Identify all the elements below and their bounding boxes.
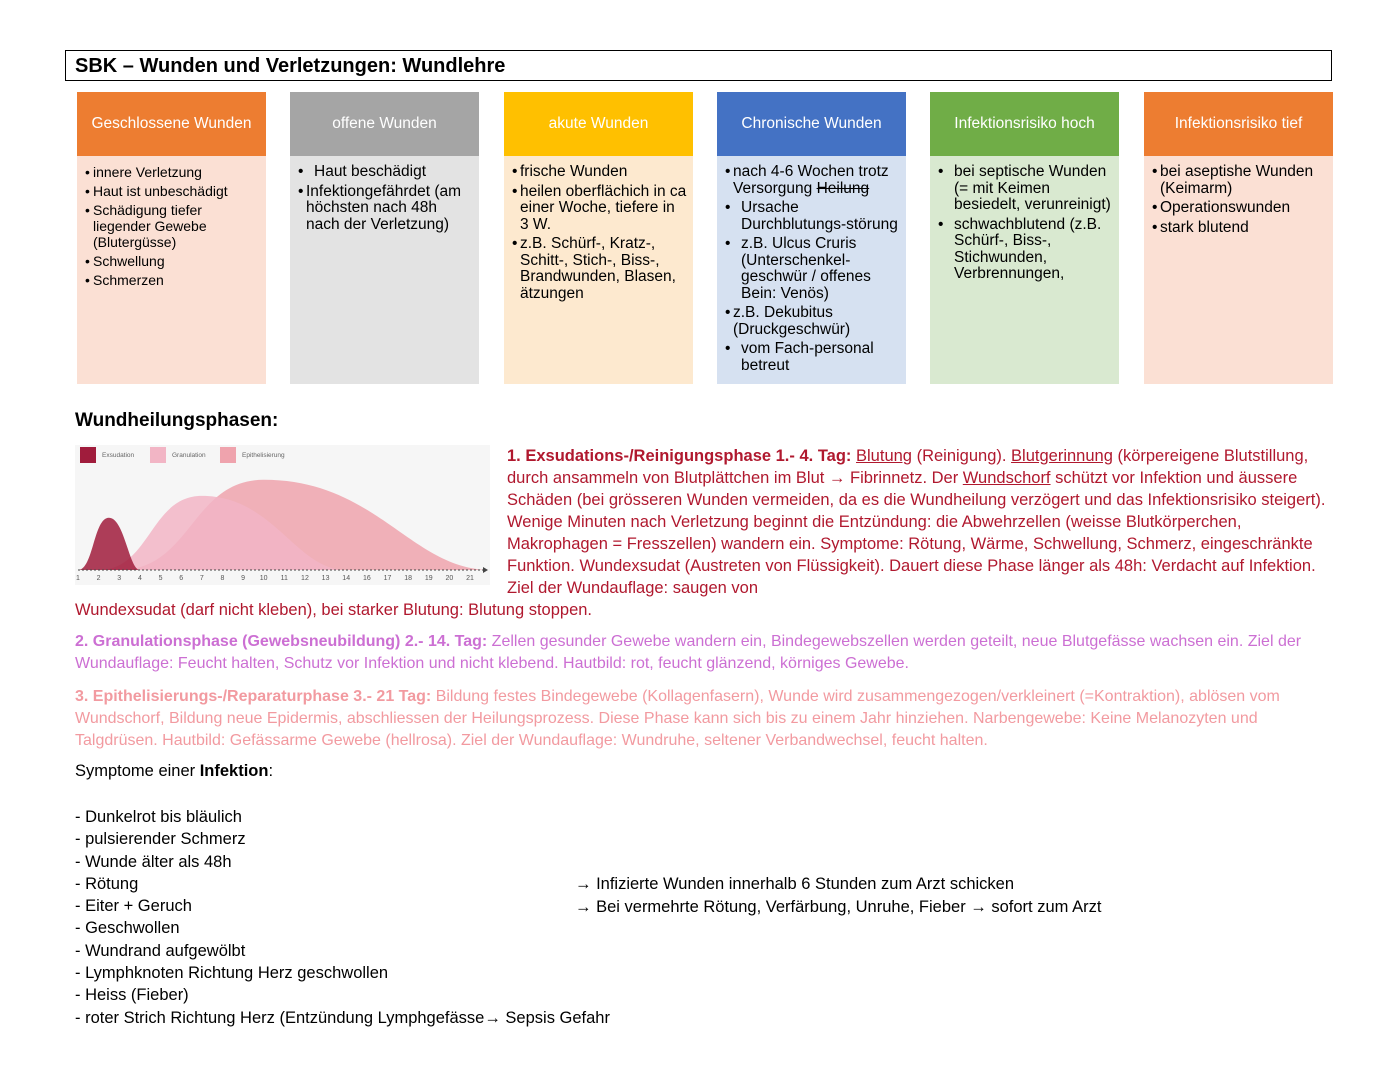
phase3-text: 3. Epithelisierungs-/Reparaturphase 3.- 21 Tag: Bildung festes Bindegewebe (Kollagenfasern), Wunde wird zusammengezogen/verkleinert (=Kontraktion), ablösen vom Wundschorf, Bildung neue Epidermis, abschliessen der Heilungsprozess. Diese Phase kann sich bis zu einem Jahr hinziehen. Narbengewebe: Keine Melanozyten und Talgdrüsen. Hautbild: Gefässarme Gewebe (hellrosa). Ziel der Wundauflage: Wundruhe, seltener Verbandwechsel, feucht halten. xyxy=(75,688,1280,749)
x-axis-arrow xyxy=(483,567,488,573)
list-item: • nach 4-6 Wochen trotz Versorgung Heilung xyxy=(725,164,900,197)
page-title: SBK – Wunden und Verletzungen: Wundlehre xyxy=(75,55,506,77)
x-tick-label: 9 xyxy=(241,575,246,582)
list-item: - roter Strich Richtung Herz (Entzündung Lymphgefässe→ Sepsis Gefahr xyxy=(75,1008,610,1027)
list-item: - pulsierender Schmerz xyxy=(75,830,246,849)
list-item: • z.B. Dekubitus (Druckgeschwür) xyxy=(725,305,900,338)
legend-swatch xyxy=(80,447,96,463)
list-item: - Geschwollen xyxy=(75,919,180,938)
x-tick-label: 16 xyxy=(362,575,371,582)
card-header: Geschlossene Wunden xyxy=(77,92,266,156)
card-infection-high xyxy=(930,92,1119,384)
x-tick-label: 10 xyxy=(259,575,268,582)
list-item: • Schwellung xyxy=(85,253,260,269)
legend-swatch xyxy=(220,447,236,463)
section-title: Wundheilungsphasen: xyxy=(75,410,279,431)
x-tick-label: 7 xyxy=(199,575,204,582)
action-item: → Bei vermehrte Rötung, Verfärbung, Unruhe, Fieber → sofort zum Arzt xyxy=(575,898,1102,916)
card-open-wounds xyxy=(290,92,479,384)
x-tick-label: 19 xyxy=(424,575,433,582)
x-tick-label: 20 xyxy=(445,575,454,582)
list-item: - Wundrand aufgewölbt xyxy=(75,941,246,960)
list-item: - Rötung xyxy=(75,874,139,893)
legend-label: Granulation xyxy=(172,452,206,459)
x-tick-label: 3 xyxy=(117,575,122,582)
actions-list xyxy=(575,873,1101,919)
list-item: • schwachblutend (z.B. Schürf-, Biss-, Stichwunden, Verbrennungen, xyxy=(938,217,1113,283)
card-closed-wounds xyxy=(77,92,266,384)
x-tick-label: 1 xyxy=(76,575,80,582)
list-item: • innere Verletzung xyxy=(85,164,260,180)
card-infection-low xyxy=(1144,92,1333,384)
x-tick-label: 5 xyxy=(158,575,163,582)
blutung-link: Blutung xyxy=(856,447,912,465)
legend-label: Exsudation xyxy=(102,452,135,459)
healing-phases-chart xyxy=(75,445,490,585)
phase1-heading: 1. Exsudations-/Reinigungsphase 1.- 4. Tag: xyxy=(507,447,852,465)
list-item: - Dunkelrot bis bläulich xyxy=(75,808,242,826)
phase1-text-continued: Wundexsudat (darf nicht kleben), bei starker Blutung: Blutung stoppen. xyxy=(75,601,593,619)
list-item: • Infektiongefährdet (am höchsten nach 48h nach der Verletzung) xyxy=(298,184,473,234)
list-item: • Haut ist unbeschädigt xyxy=(85,183,260,199)
symptoms-list xyxy=(75,806,610,1029)
list-item: • z.B. Ulcus Cruris (Unterschenkel-geschwür / offenes Bein: Venös) xyxy=(725,236,900,302)
list-item: • bei aseptishe Wunden (Keimarm) xyxy=(1152,164,1327,197)
strike-text: Heilung xyxy=(816,179,870,197)
list-item: • z.B. Schürf-, Kratz-, Schitt-, Stich-, Biss-, Brandwunden, Blasen, ätzungen xyxy=(512,236,687,302)
list-item: • Schädigung tiefer liegender Gewebe (Blutergüsse) xyxy=(85,202,260,250)
x-tick-label: 2 xyxy=(96,575,101,582)
legend-label: Epithelisierung xyxy=(242,452,285,459)
x-tick-label: 21 xyxy=(466,575,474,582)
x-tick-label: 13 xyxy=(321,575,330,582)
series-area-exsudation xyxy=(78,518,140,570)
card-header: Chronische Wunden xyxy=(717,92,906,156)
list-item: • Schmerzen xyxy=(85,272,260,288)
phase2-text: 2. Granulationsphase (Gewebsneubildung) 2.- 14. Tag: Zellen gesunder Gewebe wandern ein, Bindegewebszellen werden geteilt, neue Blutgefässe wachsen ein. Ziel der Wundauflage: Feucht halten, Schutz vor Infektion und nicht klebend. Hautbild: rot, feucht glänzend, körniges Gewebe. xyxy=(75,633,1302,672)
list-item: • Ursache Durchblutungs-störung xyxy=(725,200,900,233)
list-item: - Heiss (Fieber) xyxy=(75,986,189,1005)
list-item: - Eiter + Geruch xyxy=(75,897,192,916)
action-item: → Infizierte Wunden innerhalb 6 Stunden zum Arzt schicken xyxy=(575,875,1015,893)
phase3-heading: 3. Epithelisierungs-/Reparaturphase 3.- 21 Tag: xyxy=(75,688,432,705)
list-item: • vom Fach-personal betreut xyxy=(725,341,900,374)
wundschorf-link: Wundschorf xyxy=(962,469,1051,487)
blutgerinnung-link: Blutgerinnung xyxy=(1011,447,1113,465)
card-chronic-wounds xyxy=(717,92,906,384)
list-item: • Operationswunden xyxy=(1152,200,1327,217)
x-tick-label: 8 xyxy=(220,575,225,582)
list-item: • Haut beschädigt xyxy=(298,164,473,181)
symptoms-title: Symptome einer Infektion: xyxy=(75,762,274,780)
x-tick-label: 6 xyxy=(179,575,184,582)
phase1-text: 1. Exsudations-/Reinigungsphase 1.- 4. Tag: Blutung (Reinigung). Blutgerinnung (körpereigene Blutstillung, durch ansammeln von Blutplättchen im Blut → Fibrinnetz. Der Wundschorf schützt vor Infektion und äussere Schäden (bei grösseren Wunden vermeiden, da es die Wundheilung verzögert und das Infektionsrisiko steigert). Wenige Minuten nach Verletzung beginnt die Entzündung: die Abwehrzellen (weisse Blutkörperchen, Makrophagen = Fresszellen) wandern ein. Symptome: Rötung, Wärme, Schwellung, Schmerz, eingeschränkte Funktion. Wundexsudat (Austreten von Flüssigkeit). Dauert diese Phase länger als 48h: Verdacht auf Infektion. Ziel der Wundauflage: saugen von xyxy=(507,447,1326,597)
x-tick-label: 17 xyxy=(383,575,392,582)
x-tick-label: 12 xyxy=(301,575,309,582)
list-item: • stark blutend xyxy=(1152,220,1327,237)
list-item: • frische Wunden xyxy=(512,164,687,181)
list-item: - Lymphknoten Richtung Herz geschwollen xyxy=(75,964,389,983)
card-header: offene Wunden xyxy=(290,92,479,156)
title-box xyxy=(65,50,1332,81)
x-tick-label: 4 xyxy=(137,575,142,582)
card-header: Infektionsrisiko tief xyxy=(1144,92,1333,156)
x-tick-label: 11 xyxy=(280,575,288,582)
list-item: - Wunde älter als 48h xyxy=(75,852,232,871)
list-item: • heilen oberflächich in ca einer Woche, tiefere in 3 W. xyxy=(512,184,687,234)
x-tick-label: 14 xyxy=(342,575,351,582)
card-acute-wounds xyxy=(504,92,693,384)
x-tick-label: 18 xyxy=(404,575,413,582)
legend-swatch xyxy=(150,447,166,463)
card-header: Infektionsrisiko hoch xyxy=(930,92,1119,156)
phase2-heading: 2. Granulationsphase (Gewebsneubildung) 2.- 14. Tag: xyxy=(75,633,488,650)
chart-svg xyxy=(75,445,490,585)
card-header: akute Wunden xyxy=(504,92,693,156)
list-item: • bei septische Wunden (= mit Keimen besiedelt, verunreinigt) xyxy=(938,164,1113,214)
